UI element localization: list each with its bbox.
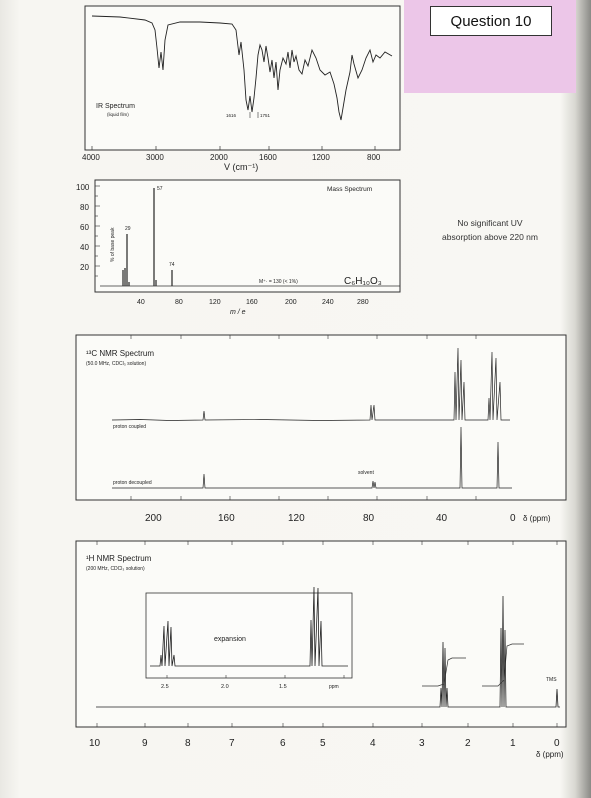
- mass-xtick-240: 240: [322, 299, 334, 306]
- mass-ytick-80: 80: [80, 203, 89, 212]
- mass-peak-label-74: 74: [169, 262, 175, 268]
- c13-xtick-160: 160: [218, 513, 235, 524]
- h1-xtick-3: 3: [419, 738, 425, 749]
- c13-solvent-label: solvent: [358, 470, 374, 476]
- c13-coupled-label: proton coupled: [113, 424, 147, 430]
- mass-xtick-40: 40: [137, 299, 145, 306]
- c13-xtick-120: 120: [288, 513, 305, 524]
- h1-subtitle: (200 MHz, CDCl₃ solution): [86, 566, 145, 572]
- mass-xlabel: m / e: [230, 309, 246, 316]
- ir-tick-1600: 1600: [259, 153, 277, 162]
- uv-note: [430, 216, 550, 244]
- h1-xunit: δ (ppm): [536, 750, 564, 759]
- h1-xtick-9: 9: [142, 738, 148, 749]
- mass-xtick-200: 200: [285, 299, 297, 306]
- ir-panel: [85, 6, 400, 150]
- h1-xtick-7: 7: [229, 738, 235, 749]
- ir-tick-2000: 2000: [210, 153, 228, 162]
- mass-ylabel: % of base peak: [110, 227, 116, 262]
- c13-panel: [76, 335, 566, 500]
- h1-inset-tick-1.5: 1.5: [279, 684, 287, 690]
- mass-peak-label-57: 57: [157, 186, 163, 192]
- ir-peak-label-1616: 1616: [226, 113, 237, 118]
- h1-tms-label: TMS: [546, 677, 557, 683]
- mass-xtick-280: 280: [357, 299, 369, 306]
- h1-xtick-8: 8: [185, 738, 191, 749]
- mass-title: Mass Spectrum: [327, 186, 373, 193]
- c13-xtick-200: 200: [145, 513, 162, 524]
- h1-xtick-0: 0: [554, 738, 560, 749]
- c13-xtick-80: 80: [363, 513, 375, 524]
- mass-ytick-60: 60: [80, 223, 89, 232]
- h1-xtick-4: 4: [370, 738, 376, 749]
- ir-axis-label: V (cm⁻¹): [224, 162, 259, 172]
- uv-note-line-2: absorption above 220 nm: [442, 232, 538, 242]
- c13-xtick-0: 0: [510, 513, 516, 524]
- mass-ytick-20: 20: [80, 263, 89, 272]
- uv-note-line-1: No significant UV: [457, 218, 523, 228]
- mass-xtick-80: 80: [175, 299, 183, 306]
- mass-molecular-ion: M⁺· = 130 (< 1%): [259, 279, 298, 285]
- h1-xtick-10: 10: [89, 738, 101, 749]
- mass-ytick-100: 100: [76, 183, 90, 192]
- h1-inset-tick-2.0: 2.0: [221, 684, 229, 690]
- h1-xtick-5: 5: [320, 738, 326, 749]
- c13-subtitle: (50.0 MHz, CDCl₃ solution): [86, 361, 147, 367]
- c13-xunit: δ (ppm): [523, 514, 551, 523]
- ir-tick-1200: 1200: [312, 153, 330, 162]
- question-label: Question 10: [430, 6, 552, 36]
- mass-xtick-160: 160: [246, 299, 258, 306]
- h1-xtick-1: 1: [510, 738, 516, 749]
- h1-xtick-6: 6: [280, 738, 286, 749]
- ir-tick-800: 800: [367, 153, 381, 162]
- mass-ytick-40: 40: [80, 243, 89, 252]
- h1-expansion-label: expansion: [214, 636, 246, 643]
- ir-subtitle: (liquid film): [107, 112, 129, 117]
- h1-xtick-2: 2: [465, 738, 471, 749]
- h1-inset-unit: ppm: [329, 684, 339, 690]
- ir-tick-3000: 3000: [146, 153, 164, 162]
- ir-title: IR Spectrum: [96, 103, 135, 110]
- c13-title: ¹³C NMR Spectrum: [86, 349, 155, 358]
- ir-peak-label-1751: 1751: [260, 113, 271, 118]
- c13-xtick-40: 40: [436, 513, 448, 524]
- mass-xtick-120: 120: [209, 299, 221, 306]
- mass-peak-label-29: 29: [125, 226, 131, 232]
- c13-decoupled-label: proton decoupled: [113, 480, 152, 486]
- ir-tick-4000: 4000: [82, 153, 100, 162]
- h1-inset-tick-2.5: 2.5: [161, 684, 169, 690]
- h1-title: ¹H NMR Spectrum: [86, 554, 152, 563]
- mass-formula: C₆H₁₀O₃: [344, 276, 382, 287]
